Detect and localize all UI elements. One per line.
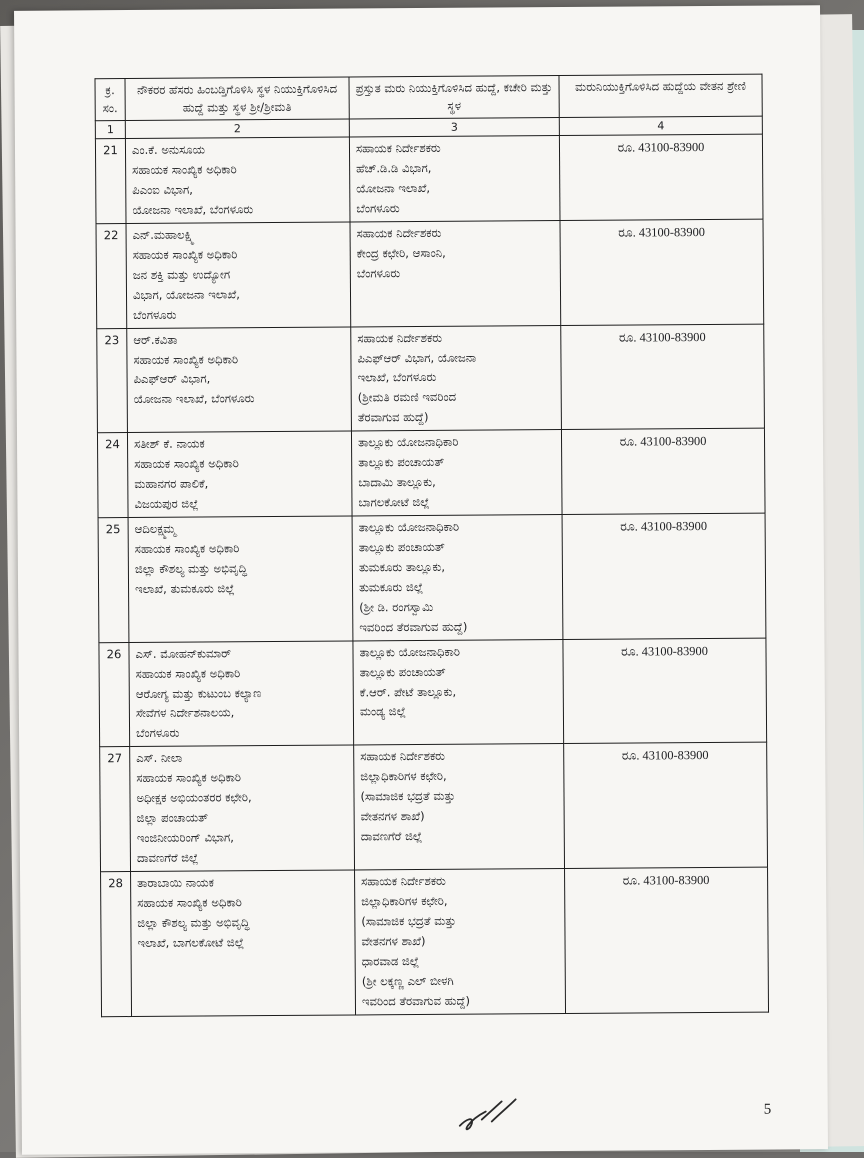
new-posting-line: ಪಿಎಫ್‌ಆರ್ ವಿಭಾಗ, ಯೋಜನಾ <box>357 350 477 365</box>
new-posting-line: ಜಿಲ್ಲಾಧಿಕಾರಿಗಳ ಕಛೇರಿ, <box>360 769 447 784</box>
employee-detail-line: ಸಹಾಯಕ ಸಾಂಖ್ಯಿಕ ಅಧಿಕಾರಿ <box>136 770 242 786</box>
new-posting-line: ಸಹಾಯಕ ನಿರ್ದೇಶಕರು <box>357 330 443 346</box>
employee-detail-line: ಅಧೀಕ್ಷಕ ಅಭಿಯಂತರರ ಕಛೇರಿ, <box>136 790 252 806</box>
employee-detail-line: ಜಿಲ್ಲಾ ಕೌಶಲ್ಯ ಮತ್ತು ಅಭಿವೃದ್ಧಿ <box>134 561 248 576</box>
pay-scale-cell: ರೂ. 43100-83900 <box>561 428 765 514</box>
employee-detail-line: ಎಸ್. ನೀಲಾ <box>136 750 183 766</box>
new-posting-line: ಸಹಾಯಕ ನಿರ್ದೇಶಕರು <box>361 873 446 889</box>
employee-details-cell <box>127 431 352 517</box>
new-posting-line: ತೆರವಾಗುವ ಹುದ್ದೆ) <box>357 410 429 425</box>
signature-mark <box>452 1089 524 1136</box>
column-number: 2 <box>125 119 349 139</box>
employee-detail-line: ಸಹಾಯಕ ಸಾಂಖ್ಯಿಕ ಅಧಿಕಾರಿ <box>134 541 240 556</box>
new-posting-cell <box>350 220 561 326</box>
employee-detail-line: ಸಹಾಯಕ ಸಾಂಖ್ಯಿಕ ಅಧಿಕಾರಿ <box>133 351 239 367</box>
table-header-row <box>95 74 762 121</box>
new-posting-line: ಜಿಲ್ಲಾಧಿಕಾರಿಗಳ ಕಛೇರಿ, <box>361 893 448 909</box>
employee-detail-line: ಇಲಾಖೆ, ಬಾಗಲಕೋಟೆ ಜಿಲ್ಲೆ <box>137 934 245 950</box>
new-posting-line: ಕೆ.ಆರ್. ಪೇಟೆ ತಾಲ್ಲೂಕು, <box>359 684 457 699</box>
employee-detail-line: ಸಹಾಯಕ ಸಾಂಖ್ಯಿಕ ಅಧಿಕಾರಿ <box>132 162 237 178</box>
new-posting-line: ಇವರಿಂದ ತೆರವಾಗುವ ಹುದ್ದೆ) <box>359 619 468 635</box>
pay-scale-cell: ರೂ. 43100-83900 <box>563 638 767 744</box>
header-new-posting: ಪ್ರಸ್ತುತ ಮರು ನಿಯುಕ್ತಿಗೊಳಿಸಿದ ಹುದ್ದೆ, ಕಚೇರಿ ಮತ್ತು ಸ್ಥಳ <box>349 76 559 119</box>
new-posting-line: ತುಮಕೂರು ಜಿಲ್ಲೆ <box>359 579 424 595</box>
new-posting-line: ಯೋಜನಾ ಇಲಾಖೆ, <box>356 180 431 196</box>
header-serial-number: ಕ್ರ. ಸಂ. <box>95 79 125 121</box>
new-posting-line: ಹೆಚ್.ಡಿ.ಡಿ ವಿಭಾಗ, <box>356 160 432 176</box>
table-row <box>95 134 763 223</box>
new-posting-cell <box>353 639 564 745</box>
new-posting-line: ಇಲಾಖೆ, ಬೆಂಗಳೂರು <box>357 370 437 385</box>
column-number: 3 <box>349 117 559 137</box>
employee-detail-line: ಪಿಎಫ್‌ಆರ್ ವಿಭಾಗ, <box>133 371 211 387</box>
employee-detail-line: ಜಿಲ್ಲಾ ಪಂಚಾಯತ್ <box>136 810 209 826</box>
employee-detail-line: ಎಂ.ಕೆ. ಅನುಸೂಯ <box>131 142 206 158</box>
new-posting-cell <box>352 515 563 641</box>
serial-number-cell: 25 <box>98 518 129 643</box>
serial-number-cell: 21 <box>95 139 126 224</box>
new-posting-line: ಬೆಂಗಳೂರು <box>356 265 401 281</box>
new-posting-line: ತಾಲ್ಲೂಕು ಪಂಚಾಯತ್ <box>358 455 445 470</box>
employee-detail-line: ಎಸ್. ಮೋಹನ್‌ಕುಮಾರ್ <box>135 645 232 661</box>
serial-number-cell: 28 <box>101 871 132 1016</box>
document-page <box>14 5 828 1155</box>
table-body <box>95 134 768 1016</box>
pay-scale-cell: ರೂ. 43100-83900 <box>565 867 769 1013</box>
new-posting-line: ಬೆಂಗಳೂರು <box>356 201 400 216</box>
new-posting-line: (ಸಾಮಾಜಿಕ ಭದ್ರತೆ ಮತ್ತು <box>360 788 456 804</box>
employee-detail-line: ಎನ್.ಮಹಾಲಕ್ಷ್ಮಿ <box>132 227 195 242</box>
new-posting-line: ಬಾದಾಮಿ ತಾಲ್ಲೂಕು, <box>358 475 436 490</box>
new-posting-cell <box>349 136 560 222</box>
table-row <box>97 428 765 517</box>
employee-detail-line: ಜಿಲ್ಲಾ ಕೌಶಲ್ಯ ಮತ್ತು ಅಭಿವೃದ್ಧಿ <box>137 915 250 930</box>
employee-detail-line: ದಾವಣಗೆರೆ ಜಿಲ್ಲೆ <box>136 850 199 865</box>
employee-details-cell <box>125 137 350 223</box>
new-posting-cell <box>351 325 562 431</box>
serial-number-cell: 26 <box>99 642 130 747</box>
employee-details-cell <box>130 745 355 871</box>
employee-detail-line: ಮಹಾನಗರ ಪಾಲಿಕೆ, <box>134 476 209 492</box>
new-posting-line: ಬಾಗಲಕೋಟೆ ಜಿಲ್ಲೆ <box>358 495 430 510</box>
new-posting-line: ತಾಲ್ಲೂಕು ಯೋಜನಾಧಿಕಾರಿ <box>359 644 460 660</box>
table-row <box>98 513 766 642</box>
serial-number-cell: 23 <box>97 328 128 433</box>
employee-details-cell <box>128 516 353 642</box>
pay-scale-cell: ರೂ. 43100-83900 <box>559 134 763 220</box>
table-row <box>100 742 768 871</box>
new-posting-cell <box>355 868 566 1014</box>
employee-detail-line: ಜನ ಶಕ್ತಿ ಮತ್ತು ಉದ್ಯೋಗ <box>132 267 231 282</box>
serial-number-cell: 22 <box>96 223 127 328</box>
transfer-order-table <box>94 74 769 1017</box>
new-posting-line: ತಾಲ್ಲೂಕು ಯೋಜನಾಧಿಕಾರಿ <box>358 519 460 535</box>
employee-detail-line: ಪಿಎಂಐ ವಿಭಾಗ, <box>132 182 193 198</box>
column-number: 1 <box>95 120 125 138</box>
new-posting-line: ತಾಲ್ಲೂಕು ಪಂಚಾಯತ್ <box>359 664 446 679</box>
new-posting-line: ಸಹಾಯಕ ನಿರ್ದೇಶಕರು <box>360 749 446 764</box>
employee-detail-line: ಬೆಂಗಳೂರು <box>133 307 177 322</box>
new-posting-cell <box>351 430 562 516</box>
column-number: 4 <box>559 116 762 136</box>
new-posting-line: ಧಾರವಾಡ ಜಿಲ್ಲೆ <box>361 953 420 969</box>
new-posting-line: ದಾವಣಗೆರೆ ಜಿಲ್ಲೆ <box>360 829 423 844</box>
employee-details-cell <box>131 870 356 1016</box>
employee-detail-line: ಸಹಾಯಕ ಸಾಂಖ್ಯಿಕ ಅಧಿಕಾರಿ <box>132 247 238 262</box>
table-row <box>96 219 764 328</box>
employee-detail-line: ಸಹಾಯಕ ಸಾಂಖ್ಯಿಕ ಅಧಿಕಾರಿ <box>134 456 239 472</box>
employee-detail-line: ತಾರಾಬಾಯಿ ನಾಯಕ <box>137 875 214 890</box>
employee-detail-line: ಬೆಂಗಳೂರು <box>136 726 180 741</box>
new-posting-line: (ಶ್ರೀ ಡಿ. ರಂಗಸ್ವಾಮಿ <box>359 599 434 615</box>
new-posting-line: ಸಹಾಯಕ ನಿರ್ದೇಶಕರು <box>356 225 442 241</box>
new-posting-line: ತಾಲ್ಲೂಕು ಪಂಚಾಯತ್ <box>358 539 445 555</box>
employee-detail-line: ಯೋಜನಾ ಇಲಾಖೆ, ಬೆಂಗಳೂರು <box>133 391 255 407</box>
page-number: 5 <box>763 1101 772 1118</box>
new-posting-line: ತಾಲ್ಲೂಕು ಯೋಜನಾಧಿಕಾರಿ <box>357 434 459 450</box>
employee-detail-line: ಇಂಜಿನೀಯರಿಂಗ್ ವಿಭಾಗ, <box>136 830 234 846</box>
employee-details-cell <box>129 641 354 747</box>
table-row <box>97 324 765 433</box>
employee-detail-line: ಯೋಜನಾ ಇಲಾಖೆ, ಬೆಂಗಳೂರು <box>132 202 254 217</box>
new-posting-line: ಮಂಡ್ಯ ಜಿಲ್ಲೆ <box>359 704 406 719</box>
employee-detail-line: ವಿಭಾಗ, ಯೋಜನಾ ಇಲಾಖೆ, <box>132 286 240 302</box>
table-row <box>99 638 767 747</box>
new-posting-line: ವೇತನಗಳ ಶಾಖೆ) <box>361 933 426 949</box>
header-pay-scale: ಮರುನಿಯುಕ್ತಿಗೊಳಿಸಿದ ಹುದ್ದೆಯ ವೇತನ ಶ್ರೇಣಿ <box>559 74 762 117</box>
new-posting-cell <box>354 744 565 870</box>
new-posting-line: ವೇತನಗಳ ಶಾಖೆ) <box>360 809 425 824</box>
employee-detail-line: ಆದಿಲಕ್ಷ್ಮಮ್ಮ <box>134 521 176 536</box>
pay-scale-cell: ರೂ. 43100-83900 <box>564 742 768 868</box>
pay-scale-cell: ರೂ. 43100-83900 <box>560 219 764 325</box>
header-employee-name: ನೌಕರರ ಹೆಸರು ಹಿಂಬಡ್ತಿಗೊಳಿಸಿ ಸ್ಥಳ ನಿಯುಕ್ತಿಗೊಳಿಸಿದ ಹುದ್ದೆ ಮತ್ತು ಸ್ಥಳ ಶ್ರೀ/ಶ್ರೀಮತಿ <box>125 77 349 121</box>
table-row <box>101 867 769 1016</box>
pay-scale-cell: ರೂ. 43100-83900 <box>561 324 765 430</box>
employee-details-cell <box>127 327 352 433</box>
new-posting-line: ಇವರಿಂದ ತೆರವಾಗುವ ಹುದ್ದೆ) <box>361 993 471 1008</box>
new-posting-line: (ಶ್ರೀ ಲಕ್ಕಣ್ಣ ಎಲ್ ಬೀಳಗಿ <box>361 973 454 989</box>
new-posting-line: ತುಮಕೂರು ತಾಲ್ಲೂಕು, <box>358 559 446 575</box>
serial-number-cell: 24 <box>97 433 128 518</box>
employee-details-cell <box>126 222 351 328</box>
employee-detail-line: ಸತೀಶ್ ಕೆ. ನಾಯಕ <box>133 436 205 452</box>
employee-detail-line: ಸಹಾಯಕ ಸಾಂಖ್ಯಿಕ ಅಧಿಕಾರಿ <box>137 895 242 910</box>
new-posting-line: ಸಹಾಯಕ ನಿರ್ದೇಶಕರು <box>355 140 441 156</box>
employee-detail-line: ಸೇವೆಗಳ ನಿರ್ದೇಶನಾಲಯ, <box>135 705 235 721</box>
new-posting-line: (ಸಾಮಾಜಿಕ ಭದ್ರತೆ ಮತ್ತು <box>361 913 457 929</box>
employee-detail-line: ಆರ್.ಕವಿತಾ <box>133 332 178 347</box>
new-posting-line: ಕೇಂದ್ರ ಕಛೇರಿ, ಆಸಾಂನಿ, <box>356 245 446 261</box>
employee-detail-line: ಆರೋಗ್ಯ ಮತ್ತು ಕುಟುಂಬ ಕಲ್ಯಾಣ <box>135 685 262 701</box>
employee-detail-line: ವಿಜಯಪುರ ಜಿಲ್ಲೆ <box>134 496 199 512</box>
pay-scale-cell: ರೂ. 43100-83900 <box>562 513 766 639</box>
employee-detail-line: ಇಲಾಖೆ, ತುಮಕೂರು ಜಿಲ್ಲೆ <box>135 581 235 596</box>
new-posting-line: (ಶ್ರೀಮತಿ ರಮಣಿ ಇವರಿಂದ <box>357 390 457 405</box>
serial-number-cell: 27 <box>100 747 131 872</box>
employee-detail-line: ಸಹಾಯಕ ಸಾಂಖ್ಯಿಕ ಅಧಿಕಾರಿ <box>135 665 241 681</box>
